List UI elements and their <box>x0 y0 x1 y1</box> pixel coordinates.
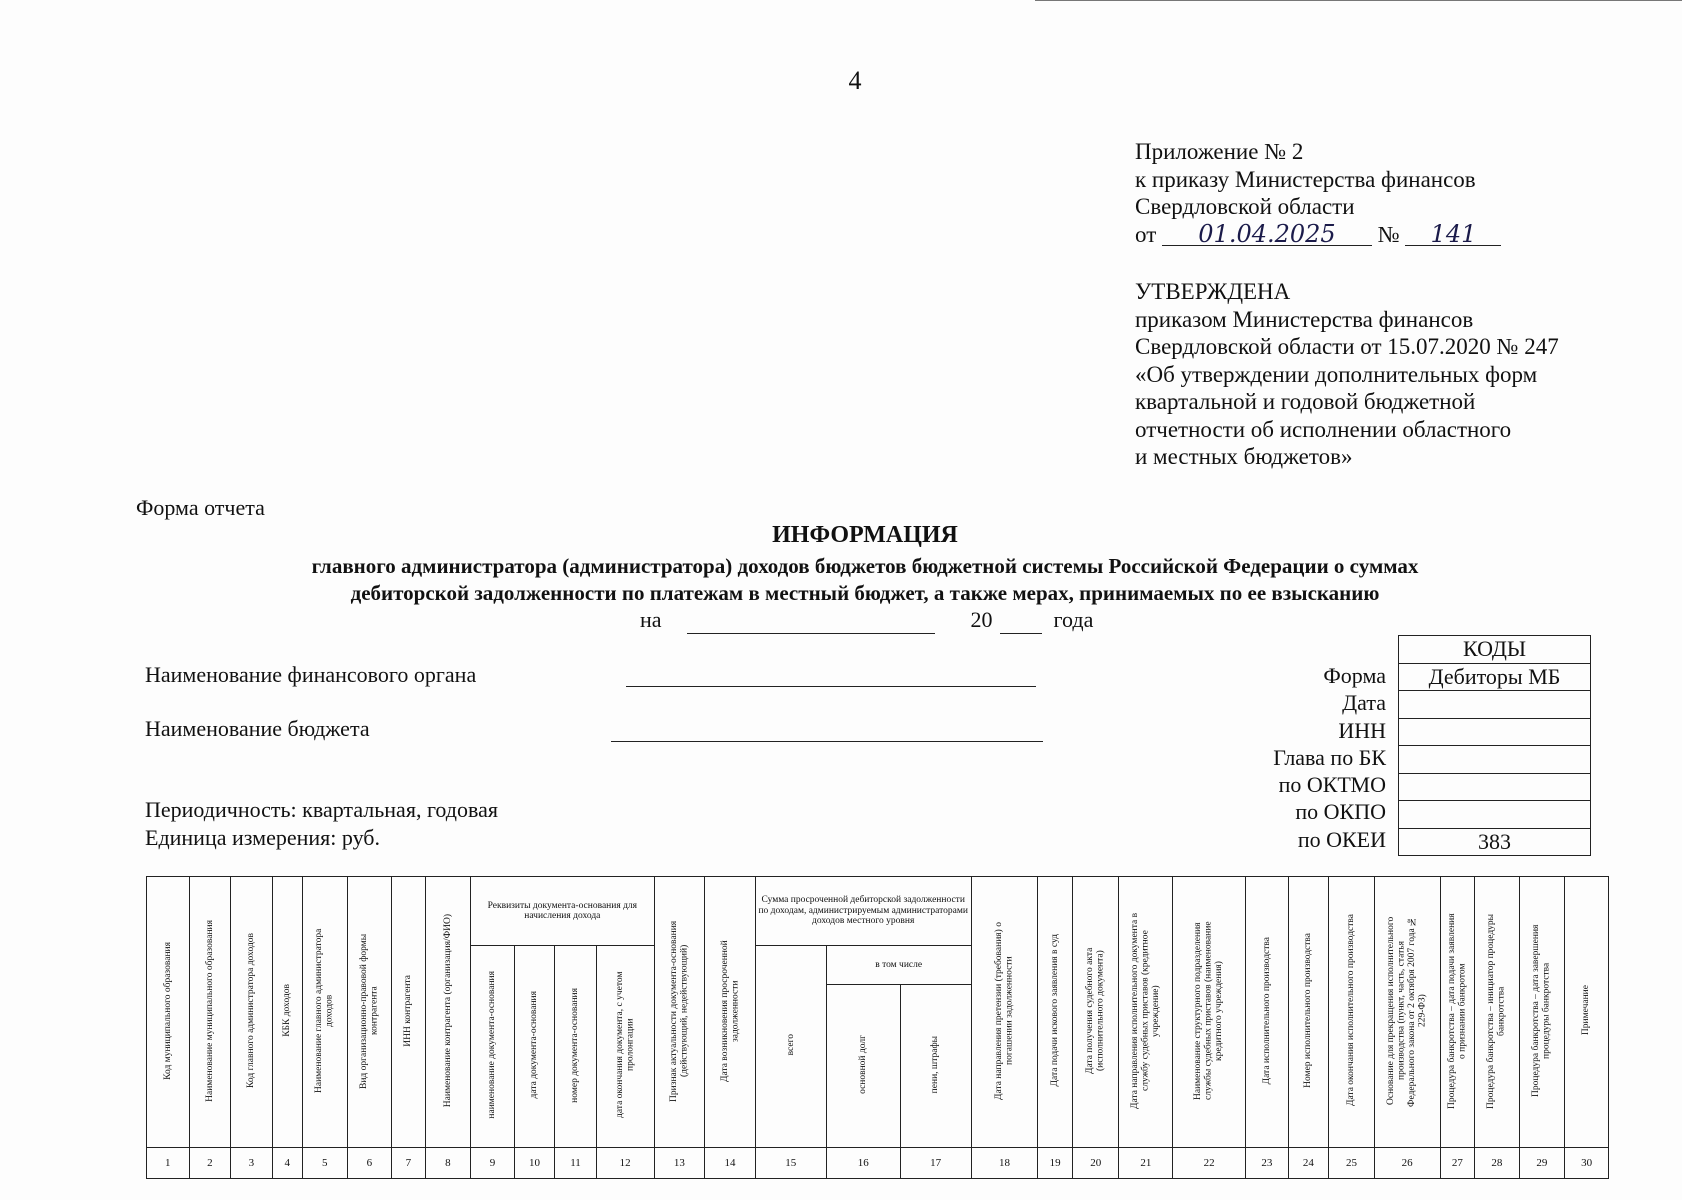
debtors-table <box>146 876 1609 1179</box>
col-header-text: дата окончания документа, с учетом пролонгации <box>614 971 636 1119</box>
col-header-text: Дата направления претензии (требования) о погашении задолженности <box>994 921 1015 1100</box>
col-number: 30 <box>1565 1148 1609 1179</box>
codes-value-okpo <box>1399 801 1591 829</box>
col-header-text: наименование документа-основания <box>487 971 498 1119</box>
col-header <box>1519 877 1565 1148</box>
col-header-text: КБК доходов <box>282 984 293 1037</box>
codes-label: Глава по БК <box>1273 744 1386 770</box>
col-header-text: Примечание <box>1581 985 1592 1036</box>
approved-line: приказом Министерства финансов <box>1135 306 1474 332</box>
col-header-text: основной долг <box>857 1035 868 1094</box>
col-header <box>755 946 826 1148</box>
codes-value-date <box>1399 691 1591 719</box>
subtitle-line-1: главного администратора (администратора) доходов бюджетов бюджетной системы Российской Федерации о суммах <box>311 554 1419 578</box>
col-number: 16 <box>826 1148 900 1179</box>
col-header <box>392 877 425 1148</box>
codes-label: по ОКТМО <box>1278 772 1386 798</box>
codes-table <box>1398 635 1591 856</box>
codes-value-oktmo <box>1399 773 1591 801</box>
financial-body-blank <box>626 686 1036 687</box>
group-header-incl: в том числе <box>826 946 971 985</box>
col-header-text: Наименование муниципального образования <box>204 919 215 1102</box>
col-header-text: Процедура банкротства – инициатор процедуры банкротства <box>1486 912 1507 1109</box>
col-header <box>596 946 654 1148</box>
col-header-text: Дата подачи искового заявления в суд <box>1049 934 1060 1087</box>
col-header <box>1440 877 1474 1148</box>
col-number: 28 <box>1475 1148 1520 1179</box>
col-number: 23 <box>1246 1148 1289 1179</box>
col-header <box>1246 877 1289 1148</box>
col-header <box>1475 877 1520 1148</box>
page-number: 4 <box>848 66 862 95</box>
col-header <box>1119 877 1173 1148</box>
col-header <box>555 946 597 1148</box>
approved-heading: УТВЕРЖДЕНА <box>1135 279 1291 304</box>
form-label: Форма отчета <box>136 495 265 520</box>
col-header-text: пени, штрафы <box>930 1035 941 1094</box>
col-number: 15 <box>755 1148 826 1179</box>
col-header-text: Основание для прекращения исполнительного производства (пункт, часть, статья Федерального закона от 2 октября 2007 года № 229-ФЗ) <box>1386 914 1428 1107</box>
appendix-from-label: от <box>1135 221 1157 247</box>
group-header-details: Реквизиты документа-основания для начисления дохода <box>471 877 654 946</box>
col-header-text: Дата окончания исполнительного производства <box>1346 914 1357 1107</box>
financial-body-label: Наименование финансового органа <box>145 662 477 687</box>
col-header-text: Наименование главного администратора доходов <box>314 928 335 1093</box>
col-header <box>1565 877 1609 1148</box>
appendix-line-3: Свердловской области <box>1135 194 1355 219</box>
date-prefix: на <box>640 607 662 632</box>
col-number: 2 <box>189 1148 231 1179</box>
appendix-line-2: к приказу Министерства финансов <box>1135 166 1476 192</box>
appendix-date-line <box>1135 221 1501 249</box>
col-number: 25 <box>1329 1148 1375 1179</box>
codes-label: Форма <box>1323 663 1386 688</box>
col-number: 5 <box>303 1148 348 1179</box>
col-number: 22 <box>1173 1148 1246 1179</box>
col-header-text: Процедура банкротства – дата завершения процедуры банкротства <box>1531 924 1552 1097</box>
col-header <box>303 877 348 1148</box>
col-header-text: всего <box>785 1034 796 1056</box>
col-header-text: ИНН контрагента <box>403 974 414 1047</box>
subtitle-line-2: дебиторской задолженности по платежам в местный бюджет, а также мерах, принимаемых по ее взысканию <box>350 581 1380 605</box>
codes-label: ИНН <box>1338 717 1386 743</box>
codes-label: Дата <box>1342 690 1386 716</box>
col-header-text: Наименование контрагента (организация/ФИО) <box>442 913 453 1108</box>
column-numbers-row <box>147 1148 1609 1179</box>
col-header-text: Признак актуальности документа-основания (действующий, недействующий) <box>668 919 690 1102</box>
col-header <box>347 877 392 1148</box>
col-number: 21 <box>1119 1148 1173 1179</box>
col-header <box>231 877 273 1148</box>
col-number: 7 <box>392 1148 425 1179</box>
codes-value-okei: 383 <box>1399 828 1591 856</box>
col-header <box>1038 877 1072 1148</box>
codes-label: по ОКЕИ <box>1297 826 1386 852</box>
col-number: 1 <box>147 1148 190 1179</box>
col-number: 18 <box>971 1148 1038 1179</box>
col-number: 4 <box>272 1148 302 1179</box>
report-date-line <box>640 607 1093 634</box>
col-header <box>900 985 971 1148</box>
col-number: 11 <box>555 1148 597 1179</box>
col-header <box>471 946 515 1148</box>
budget-name-label: Наименование бюджета <box>145 716 370 741</box>
col-header-text: дата документа-основания <box>529 991 540 1099</box>
unit-label: Единица измерения: руб. <box>145 825 380 850</box>
col-header <box>1374 877 1440 1148</box>
col-number: 20 <box>1072 1148 1119 1179</box>
year-prefix: 20 <box>970 607 993 632</box>
col-number: 6 <box>347 1148 392 1179</box>
codes-labels <box>1180 662 1386 853</box>
approved-line: Свердловской области от 15.07.2020 № 247 <box>1135 334 1559 359</box>
appendix-number: 141 <box>1405 223 1501 246</box>
col-number: 10 <box>514 1148 555 1179</box>
codes-value-inn <box>1399 718 1591 746</box>
approved-block <box>1135 278 1559 471</box>
col-number: 26 <box>1374 1148 1440 1179</box>
codes-header: КОДЫ <box>1399 636 1591 664</box>
col-number: 3 <box>231 1148 273 1179</box>
col-header-text: Вид организационно-правовой формы контрагента <box>358 932 380 1089</box>
appendix-date: 01.04.2025 <box>1162 223 1372 246</box>
top-rule <box>1035 0 1682 1</box>
approved-line: квартальной и годовой бюджетной <box>1135 389 1476 414</box>
codes-value-bk <box>1399 746 1591 774</box>
col-header-text: Процедура банкротства – дата подачи заявления о признании банкротом <box>1446 912 1468 1109</box>
col-header <box>971 877 1038 1148</box>
col-number: 29 <box>1519 1148 1565 1179</box>
col-number: 14 <box>705 1148 756 1179</box>
col-header <box>1173 877 1246 1148</box>
col-header <box>1288 877 1329 1148</box>
codes-value-form: Дебиторы МБ <box>1399 663 1591 691</box>
document-subtitle <box>180 553 1550 607</box>
col-header <box>654 877 705 1148</box>
col-header <box>1329 877 1375 1148</box>
approved-line: и местных бюджетов» <box>1135 444 1353 469</box>
col-header <box>1072 877 1119 1148</box>
col-header-text: Код муниципального образования <box>162 941 173 1080</box>
year-blank <box>1000 607 1042 634</box>
approved-line: отчетности об исполнении областного <box>1135 416 1512 442</box>
col-number: 8 <box>425 1148 471 1179</box>
col-header <box>514 946 555 1148</box>
col-number: 19 <box>1038 1148 1072 1179</box>
col-header-text: Дата направления исполнительного документа в службу судебных приставов (кредитное учреждение) <box>1130 912 1162 1109</box>
col-header-text: Дата получения судебного акта (исполнительного документа) <box>1085 947 1106 1074</box>
periodicity-label: Периодичность: квартальная, годовая <box>145 797 498 822</box>
col-header-text: номер документа-основания <box>570 987 581 1103</box>
group-header-sum: Сумма просроченной дебиторской задолженности по доходам, администрируемым администраторами доходов местного уровня <box>755 877 971 946</box>
approved-line: «Об утверждении дополнительных форм <box>1135 361 1538 387</box>
budget-name-blank <box>611 741 1043 742</box>
date-suffix: года <box>1053 607 1094 632</box>
col-header <box>189 877 231 1148</box>
appendix-line-1: Приложение № 2 <box>1135 139 1304 164</box>
col-header <box>147 877 190 1148</box>
col-header <box>826 985 900 1148</box>
col-header-text: Дата возникновения просроченной задолженности <box>719 939 740 1082</box>
col-number: 27 <box>1440 1148 1474 1179</box>
report-date-blank <box>687 607 935 634</box>
appendix-number-label: № <box>1377 221 1400 247</box>
col-number: 12 <box>596 1148 654 1179</box>
col-header-text: Код главного администратора доходов <box>246 933 257 1088</box>
appendix-block <box>1135 138 1501 248</box>
col-number: 17 <box>900 1148 971 1179</box>
col-number: 13 <box>654 1148 705 1179</box>
col-header <box>272 877 302 1148</box>
col-header-text: Наименование структурного подразделения службы судебных приставов (наименование кредитного учреждения) <box>1193 921 1225 1100</box>
col-number: 9 <box>471 1148 515 1179</box>
col-header-text: Дата исполнительного производства <box>1261 936 1272 1085</box>
codes-label: по ОКПО <box>1295 799 1386 825</box>
col-header <box>705 877 756 1148</box>
col-header-text: Номер исполнительного производства <box>1303 933 1314 1088</box>
col-header <box>425 877 471 1148</box>
col-number: 24 <box>1288 1148 1329 1179</box>
document-title: ИНФОРМАЦИЯ <box>772 522 958 548</box>
